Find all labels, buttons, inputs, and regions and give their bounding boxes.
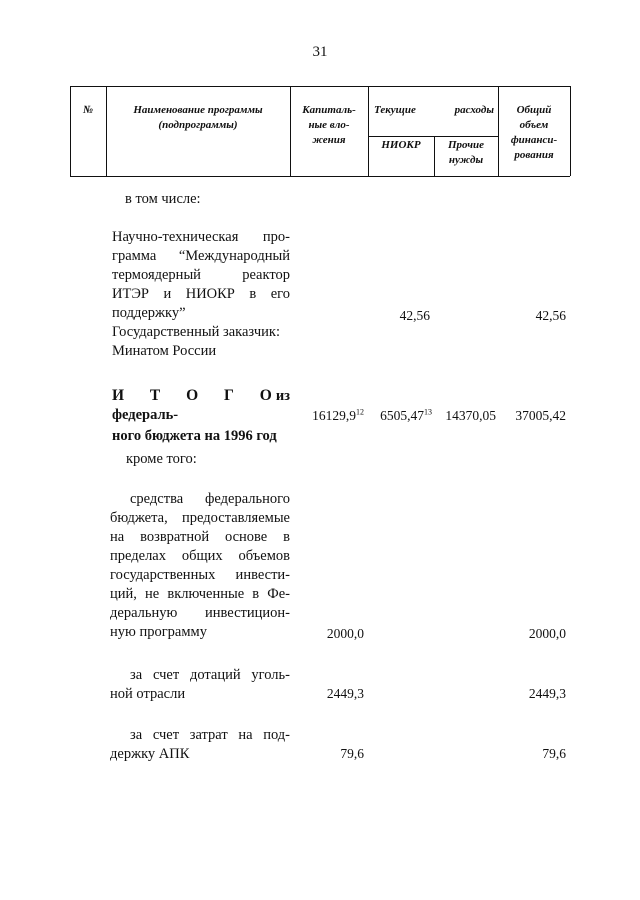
- program-line: ИТЭР и НИОКР в его: [112, 286, 290, 302]
- header-current-word2: расходы: [454, 104, 494, 116]
- apk-description: [110, 726, 290, 764]
- customer-line: Государственный заказчик:: [112, 324, 280, 340]
- itogo-capital-footnote: 12: [356, 407, 364, 417]
- header-total-line1: Общий: [516, 104, 552, 116]
- besides-label: кроме того:: [126, 451, 197, 467]
- program-line: поддержку”: [112, 305, 186, 321]
- table-top-border: [70, 86, 570, 87]
- header-total-line4: рования: [514, 149, 554, 161]
- apk-line: держку АПК: [110, 746, 190, 762]
- itogo-rest: из федераль-: [112, 388, 290, 423]
- funds-line: средства федерального: [130, 491, 290, 507]
- header-capital-line2: ные вло-: [308, 119, 350, 131]
- header-program-name-line1: Наименование программы: [133, 104, 263, 116]
- program-line: грамма “Международный: [112, 248, 290, 264]
- funds-total-value: 2000,0: [528, 626, 566, 641]
- itogo-niokr-value: [368, 408, 432, 424]
- funds-description: [110, 490, 290, 642]
- header-total-line2: объем: [519, 119, 549, 131]
- program-line: Научно-техническая про-: [112, 229, 290, 245]
- header-capital: [290, 103, 368, 148]
- coal-capital-value: 2449,3: [326, 686, 364, 701]
- header-niokr: НИОКР: [381, 139, 421, 151]
- header-current-word1: Текущие: [374, 104, 416, 116]
- header-other-needs: [434, 138, 498, 168]
- header-other-line2: нужды: [448, 154, 484, 166]
- itogo-word: И Т О Г О: [112, 387, 276, 404]
- funds-line: ций, не включенные в Фе-: [110, 586, 290, 602]
- itogo-total-value: 37005,42: [515, 408, 566, 423]
- program-line: термоядерный реактор: [112, 267, 290, 283]
- header-current-expenses: [374, 103, 494, 118]
- itogo-label: [112, 386, 290, 446]
- col-divider-3: [368, 86, 369, 176]
- funds-line: государственных инвести-: [110, 567, 290, 583]
- header-capital-line1: Капиталь-: [302, 104, 356, 116]
- program-niokr-value: 42,56: [399, 308, 430, 323]
- funds-line: пределах общих объемов: [110, 548, 290, 564]
- funds-line: ную программу: [110, 624, 207, 640]
- including-label: в том числе:: [125, 191, 201, 207]
- header-number: №: [82, 104, 94, 116]
- page-number: 31: [312, 44, 328, 60]
- itogo-other-value: 14370,05: [445, 408, 496, 423]
- table-bottom-border: [70, 176, 570, 177]
- coal-total-value: 2449,3: [528, 686, 566, 701]
- program-name: [112, 228, 290, 361]
- apk-capital-value: 79,6: [340, 746, 364, 761]
- apk-line: за счет затрат на под-: [130, 727, 290, 743]
- customer-line: Минатом России: [112, 343, 217, 359]
- header-program-name-line2: (подпрограммы): [158, 119, 238, 131]
- table-left-border: [70, 86, 71, 176]
- table-right-border: [570, 86, 571, 176]
- itogo-niokr-footnote: 13: [424, 407, 432, 417]
- funds-line: деральную инвестицион-: [110, 605, 290, 621]
- coal-line: ной отрасли: [110, 686, 186, 702]
- apk-total-value: 79,6: [542, 746, 566, 761]
- itogo-line2: ного бюджета на 1996 год: [112, 428, 277, 444]
- funds-line: на возвратной основе в: [110, 529, 290, 545]
- header-other-line1: Прочие: [447, 139, 485, 151]
- itogo-niokr: 6505,47: [380, 408, 424, 423]
- coal-description: [110, 666, 290, 704]
- program-total-value: 42,56: [535, 308, 566, 323]
- funds-capital-value: 2000,0: [326, 626, 364, 641]
- header-total: [498, 103, 570, 163]
- itogo-capital-value: [290, 408, 364, 424]
- itogo-capital: 16129,9: [312, 408, 356, 423]
- header-capital-line3: жения: [312, 134, 346, 146]
- header-program-name: [106, 103, 290, 133]
- coal-line: за счет дотаций уголь-: [130, 667, 290, 683]
- header-total-line3: финанси-: [510, 134, 558, 146]
- funds-line: бюджета, предоставляемые: [110, 510, 290, 526]
- current-expenses-divider: [368, 136, 498, 137]
